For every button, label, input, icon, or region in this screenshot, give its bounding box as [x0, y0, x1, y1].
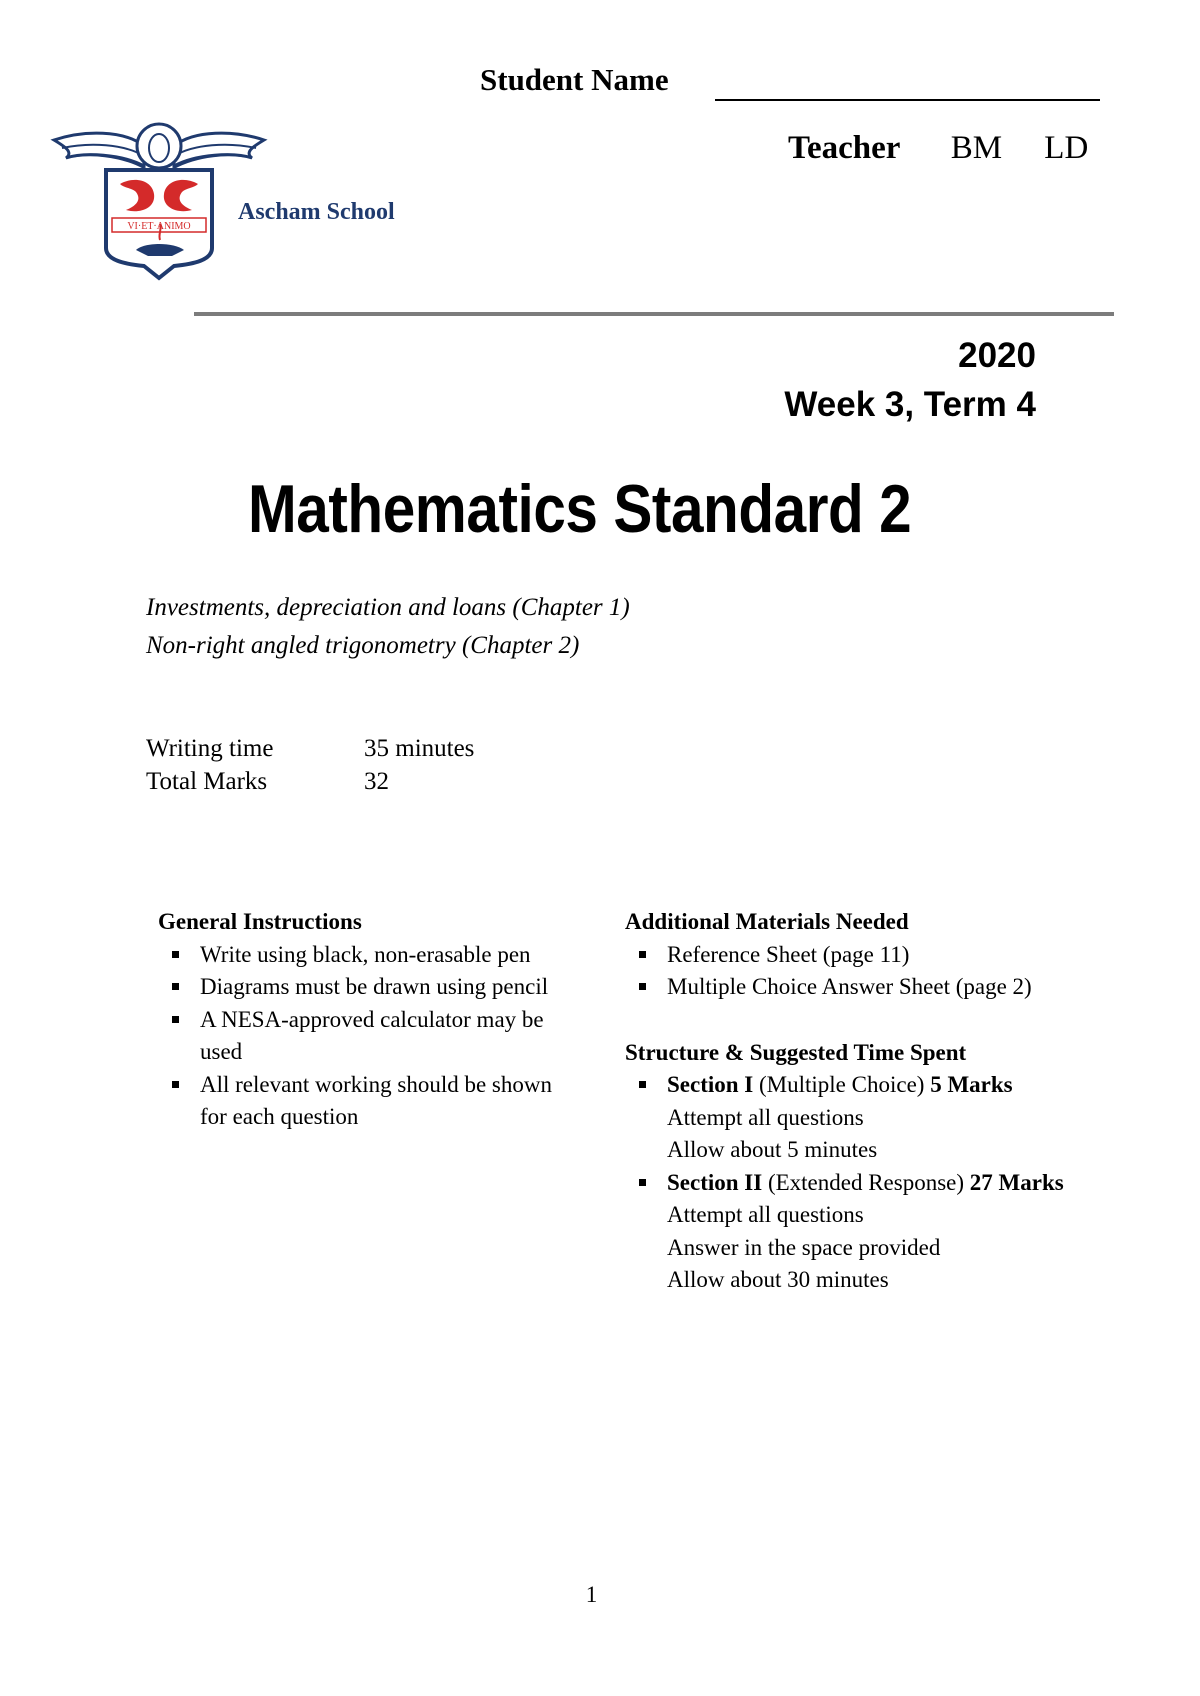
- section-note: Allow about 5 minutes: [667, 1137, 878, 1162]
- section-item: [625, 1167, 1125, 1297]
- section-type: (Extended Response): [767, 1169, 965, 1195]
- crest-motto: VI·ET·ANIMO: [127, 221, 191, 232]
- bullet-icon: [172, 1081, 179, 1088]
- exam-week-term: Week 3, Term 4: [784, 385, 1036, 424]
- structure-heading: Structure & Suggested Time Spent: [625, 1039, 967, 1065]
- general-instructions-heading: General Instructions: [158, 909, 362, 934]
- general-instructions-list: [158, 939, 588, 1134]
- writing-time-value: 35 minutes: [364, 735, 475, 762]
- section-item: [625, 1069, 1125, 1167]
- list-item: All relevant working should be shown for each question: [158, 1069, 580, 1134]
- section-name: Section I: [667, 1072, 754, 1097]
- total-marks-row: [146, 768, 389, 796]
- section-note: Answer in the space provided: [667, 1234, 941, 1260]
- materials-and-structure: [625, 906, 1125, 1297]
- general-instructions: [158, 906, 588, 1134]
- section-marks: 5 Marks: [930, 1072, 1013, 1097]
- structure-list: [625, 1069, 1125, 1297]
- writing-time-row: [146, 735, 474, 763]
- list-item: Multiple Choice Answer Sheet (page 2): [625, 971, 1125, 1004]
- list-item: A NESA-approved calculator may be used: [158, 1004, 560, 1069]
- list-item: Write using black, non-erasable pen: [158, 939, 588, 972]
- teacher-label: Teacher: [788, 130, 901, 166]
- bullet-icon: [172, 951, 179, 958]
- section-marks: 27 Marks: [969, 1169, 1064, 1195]
- teacher-option-ld[interactable]: LD: [1044, 130, 1089, 166]
- section-type: (Multiple Choice): [759, 1072, 925, 1097]
- teacher-row: [788, 130, 1122, 167]
- writing-time-label: Writing time: [146, 735, 274, 762]
- bullet-icon: [639, 951, 646, 958]
- section-note: Allow about 30 minutes: [667, 1267, 889, 1292]
- topic-line: Non-right angled trigonometry (Chapter 2): [146, 632, 580, 659]
- header-divider: [194, 312, 1114, 316]
- teacher-option-bm[interactable]: BM: [950, 130, 1003, 166]
- bullet-icon: [639, 983, 646, 990]
- total-marks-label: Total Marks: [146, 768, 268, 795]
- exam-title: Mathematics Standard 2: [248, 471, 912, 547]
- additional-materials-list: [625, 939, 1125, 1004]
- page-number: 1: [585, 1582, 598, 1607]
- school-name: Ascham School: [238, 199, 395, 225]
- topic-line: Investments, depreciation and loans (Chapter 1): [146, 594, 630, 621]
- additional-materials-heading: Additional Materials Needed: [625, 909, 909, 934]
- section-note: Attempt all questions: [667, 1202, 864, 1227]
- student-name-label: Student Name: [480, 62, 669, 97]
- bullet-icon: [639, 1081, 646, 1088]
- bullet-icon: [172, 1016, 179, 1023]
- list-item: Reference Sheet (page 11): [625, 939, 1125, 972]
- section-name: Section II: [667, 1169, 763, 1195]
- section-note: Attempt all questions: [667, 1104, 864, 1130]
- total-marks-value: 32: [364, 768, 389, 795]
- exam-year: 2020: [958, 336, 1036, 375]
- bullet-icon: [639, 1179, 646, 1186]
- student-name-field[interactable]: [715, 99, 1100, 101]
- bullet-icon: [172, 983, 179, 990]
- list-item: Diagrams must be drawn using pencil: [158, 971, 588, 1004]
